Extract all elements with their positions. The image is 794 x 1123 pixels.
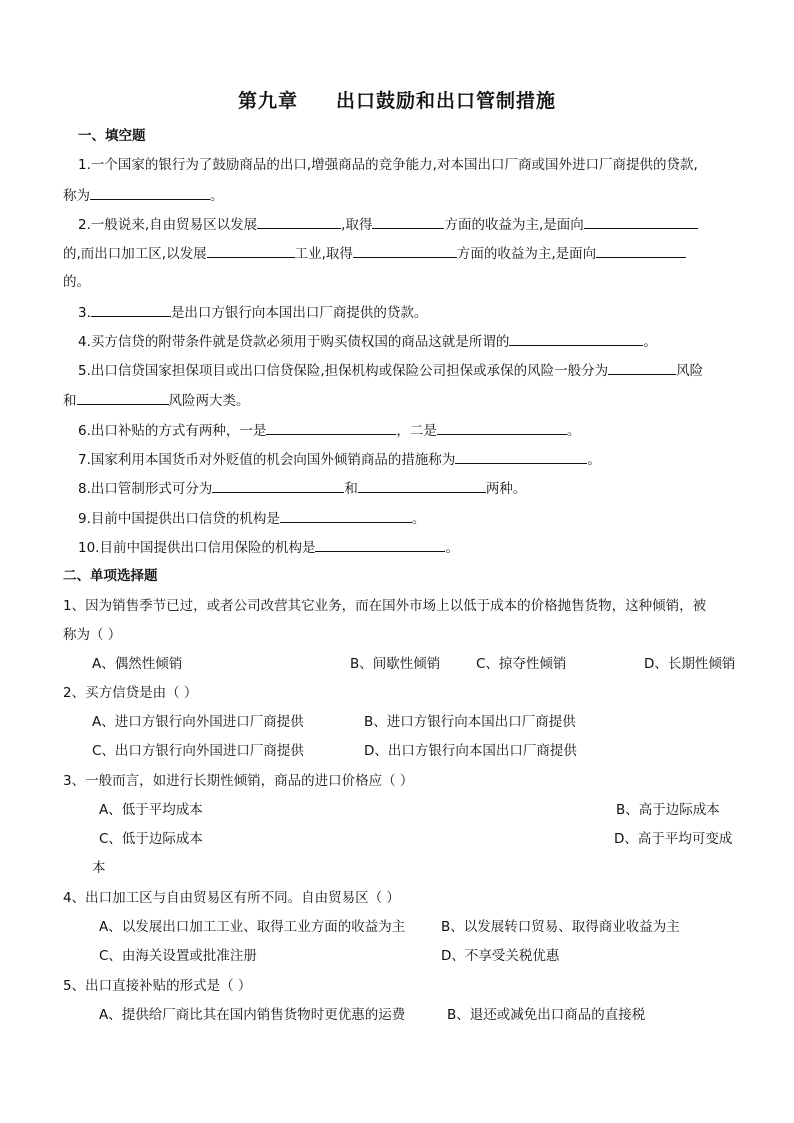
q5-text: 5.出口信贷国家担保项目或出口信贷保险,担保机构或保险公司担保或承保的风险一般分为: [78, 363, 609, 379]
q6-text: 。: [566, 423, 581, 439]
q5-line-1: [78, 360, 703, 381]
mc-q1-line-2: 称为（ ）: [63, 627, 122, 643]
mc-q2-option-c[interactable]: C、出口方银行向外国进口厂商提供: [92, 743, 304, 759]
answer-blank[interactable]: [358, 478, 486, 493]
q1-line-2: [63, 185, 224, 206]
q2-text: 的,而出口加工区,以发展: [63, 246, 207, 262]
q2-line-3: 的。: [63, 274, 90, 290]
mc-q1-option-a[interactable]: A、偶然性倾销: [92, 656, 183, 672]
q3-text: 3.: [78, 305, 91, 321]
q10-line: [78, 537, 459, 558]
mc-q4-stem: 4、出口加工区与自由贸易区有所不同。自由贸易区（ ）: [63, 890, 400, 906]
mc-q2-option-d[interactable]: D、出口方银行向本国出口厂商提供: [364, 743, 577, 759]
q2-text: 工业,取得: [294, 246, 353, 262]
q2-text: ,取得: [341, 217, 373, 233]
answer-blank[interactable]: [608, 360, 676, 375]
answer-blank[interactable]: [353, 243, 457, 258]
q4-text: 。: [643, 334, 657, 350]
mc-q5-option-b[interactable]: B、退还或减免出口商品的直接税: [447, 1007, 646, 1023]
q2-line-1: [78, 214, 698, 235]
mc-q1-line-1: 1、因为销售季节已过，或者公司改营其它业务，而在国外市场上以低于成本的价格抛售货物，这种倾销，被: [63, 598, 707, 614]
q9-line: [78, 508, 425, 529]
q1-end: 。: [210, 188, 224, 204]
answer-blank[interactable]: [266, 420, 396, 435]
q2-text: 方面的收益为主,是面向: [456, 246, 597, 262]
q2-text: 2.一般说来,自由贸易区以发展: [78, 217, 258, 233]
mc-q3-option-b[interactable]: B、高于边际成本: [616, 802, 720, 818]
q2-line-2: [63, 243, 686, 264]
mc-q4-option-a[interactable]: A、以发展出口加工工业、取得工业方面的收益为主: [99, 919, 406, 935]
answer-blank[interactable]: [584, 214, 698, 229]
q7-text: 。: [587, 452, 601, 468]
answer-blank[interactable]: [315, 537, 445, 552]
mc-q2-stem: 2、买方信贷是由（ ）: [63, 685, 198, 701]
q3-text: 是出口方银行向本国出口厂商提供的贷款。: [170, 305, 428, 321]
q1-line-1: 1.一个国家的银行为了鼓励商品的出口,增强商品的竞争能力,对本国出口厂商或国外进口厂商提供的贷款,: [78, 157, 698, 173]
answer-blank[interactable]: [91, 302, 171, 317]
q5-text: 风险两大类。: [168, 393, 250, 409]
mc-q5-option-a[interactable]: A、提供给厂商比其在国内销售货物时更优惠的运费: [99, 1007, 406, 1023]
mc-q4-option-d[interactable]: D、不享受关税优惠: [441, 948, 560, 964]
mc-q3-option-d-wrap: 本: [92, 860, 106, 876]
answer-blank[interactable]: [437, 420, 567, 435]
q1-text: 称为: [63, 188, 90, 204]
answer-blank[interactable]: [372, 214, 444, 229]
q5-line-2: [63, 390, 250, 411]
mc-q1-option-c[interactable]: C、掠夺性倾销: [476, 656, 567, 672]
q9-text: 。: [411, 511, 426, 527]
answer-blank[interactable]: [596, 243, 686, 258]
q2-text: 方面的收益为主,是面向: [444, 217, 584, 233]
mc-q5-stem: 5、出口直接补贴的形式是（ ）: [63, 978, 252, 994]
mc-q3-stem: 3、一般而言，如进行长期性倾销，商品的进口价格应（ ）: [63, 773, 414, 789]
answer-blank[interactable]: [212, 478, 344, 493]
answer-blank[interactable]: [207, 243, 295, 258]
answer-blank[interactable]: [90, 185, 210, 200]
mc-q4-option-b[interactable]: B、以发展转口贸易、取得商业收益为主: [441, 919, 680, 935]
mc-q4-option-c[interactable]: C、由海关设置或批准注册: [99, 948, 257, 964]
mc-q1-option-b[interactable]: B、间歇性倾销: [350, 656, 441, 672]
q10-text: 10.目前中国提供出口信用保险的机构是: [78, 540, 316, 556]
section-heading-fill-in: 一、填空题: [78, 128, 146, 144]
answer-blank[interactable]: [257, 214, 341, 229]
mc-q1-option-d[interactable]: D、长期性倾销: [644, 656, 736, 672]
q5-text: 风险: [676, 363, 704, 379]
q8-line: [78, 478, 526, 499]
q3-line: [78, 302, 427, 323]
mc-q3-option-c[interactable]: C、低于边际成本: [99, 831, 203, 847]
mc-q2-option-b[interactable]: B、进口方银行向本国出口厂商提供: [364, 714, 576, 730]
q4-text: 4.买方信贷的附带条件就是贷款必须用于购买债权国的商品这就是所谓的: [78, 334, 510, 350]
q8-text: 两种。: [485, 481, 527, 497]
q8-text: 8.出口管制形式可分为: [78, 481, 213, 497]
answer-blank[interactable]: [77, 390, 169, 405]
answer-blank[interactable]: [280, 508, 412, 523]
q7-line: [78, 449, 601, 470]
q7-text: 7.国家利用本国货币对外贬值的机会向国外倾销商品的措施称为: [78, 452, 456, 468]
q8-text: 和: [344, 481, 358, 497]
mc-q3-option-d[interactable]: D、高于平均可变成: [614, 831, 733, 847]
section-heading-multiple-choice: 二、单项选择题: [63, 568, 158, 584]
mc-q3-option-a[interactable]: A、低于平均成本: [99, 802, 203, 818]
q4-line: [78, 331, 657, 352]
q5-text: 和: [63, 393, 77, 409]
answer-blank[interactable]: [455, 449, 587, 464]
q6-text: 6.出口补贴的方式有两种，一是: [78, 423, 267, 439]
q10-text: 。: [445, 540, 459, 556]
q6-line: [78, 420, 580, 441]
mc-q2-option-a[interactable]: A、进口方银行向外国进口厂商提供: [92, 714, 304, 730]
q9-text: 9.目前中国提供出口信贷的机构是: [78, 511, 280, 527]
answer-blank[interactable]: [509, 331, 643, 346]
page-title: 第九章 出口鼓励和出口管制措施: [237, 90, 557, 112]
q6-text: ，二是: [396, 423, 437, 439]
